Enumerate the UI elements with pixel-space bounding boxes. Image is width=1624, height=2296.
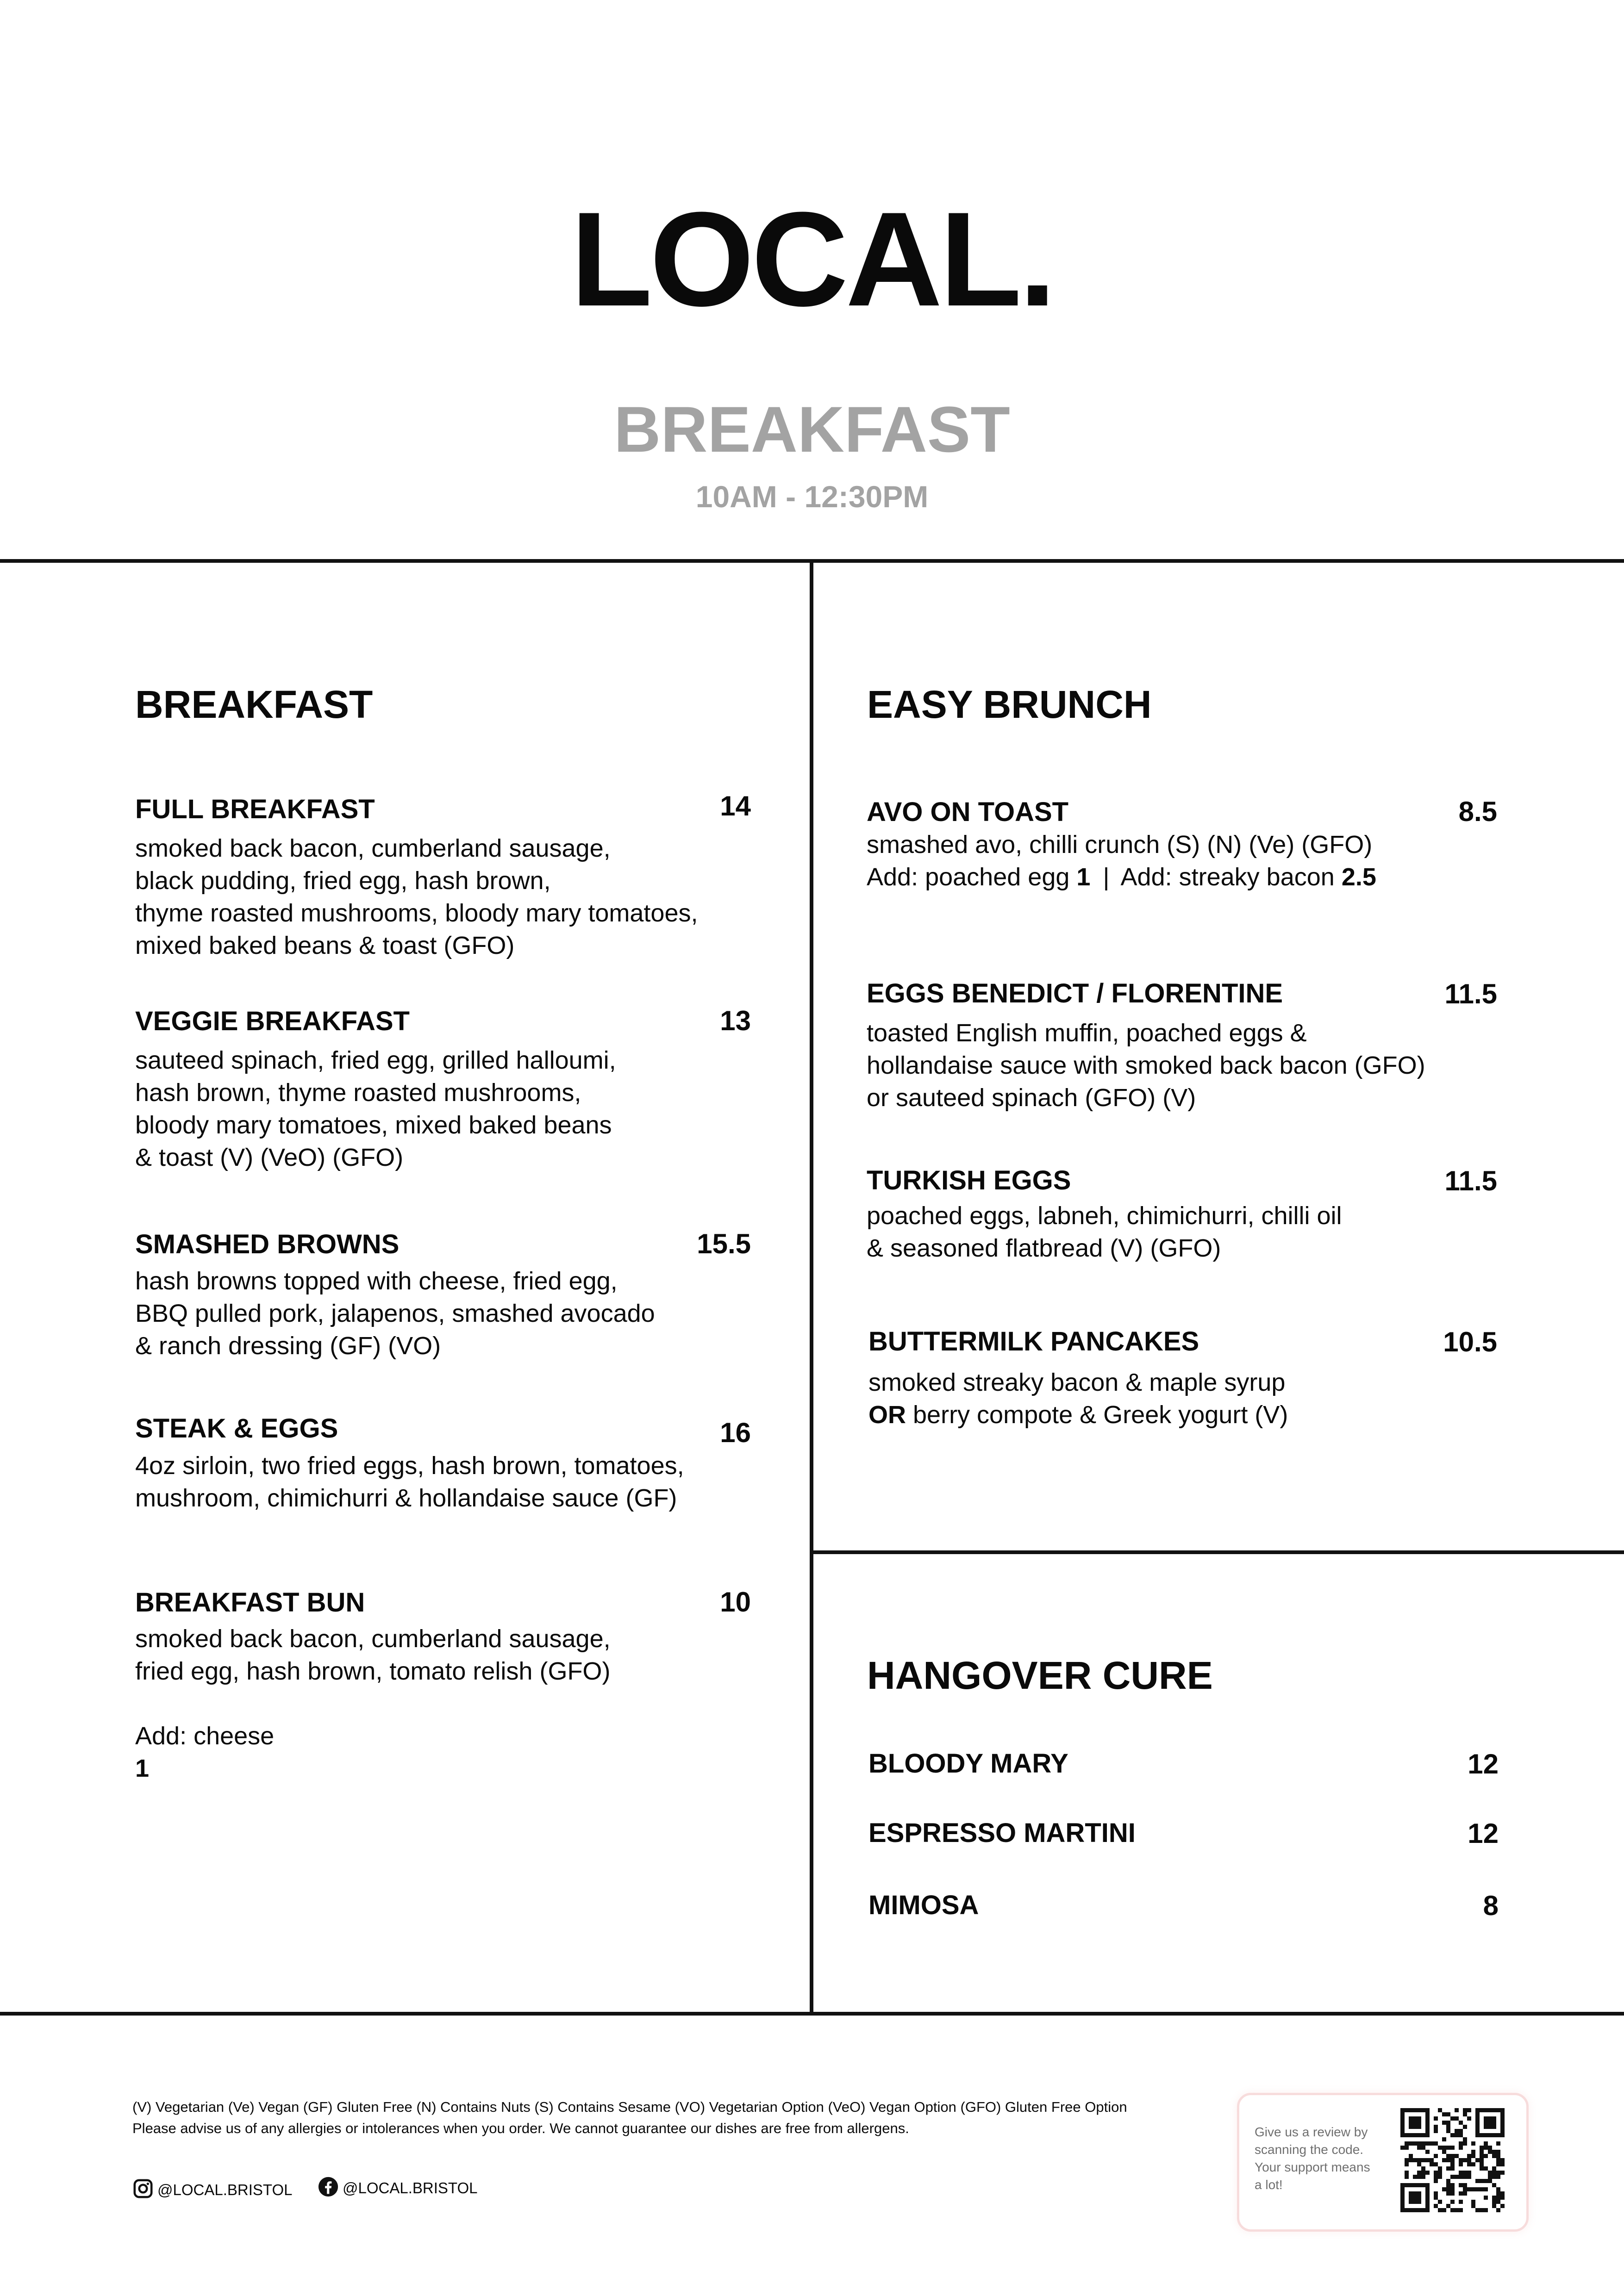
- item-price: 10: [720, 1587, 751, 1618]
- instagram-handle[interactable]: [132, 2178, 293, 2202]
- item-description: 4oz sirloin, two fried eggs, hash brown, tomatoes, mushroom, chimichurri & hollandaise sauce (GF): [135, 1452, 684, 1512]
- right-column-divider: [812, 1550, 1624, 1554]
- item-name: BREAKFAST BUN: [135, 1587, 365, 1618]
- item-name: EGGS BENEDICT / FLORENTINE: [867, 978, 1283, 1008]
- qr-code-icon[interactable]: [1400, 2108, 1505, 2212]
- item-price: 8: [1483, 1890, 1499, 1921]
- item-price: 13: [720, 1005, 751, 1036]
- item-price: 11.5: [1444, 1165, 1497, 1196]
- item-price: 12: [1468, 1748, 1499, 1780]
- instagram-label: @LOCAL.BRISTOL: [157, 2181, 293, 2198]
- bottom-divider: [0, 2012, 1624, 2016]
- item-price: 16: [720, 1417, 751, 1448]
- item-name: TURKISH EGGS: [867, 1165, 1071, 1195]
- item-price: 8.5: [1458, 796, 1497, 827]
- item-addons: [867, 861, 1376, 893]
- item-price: 12: [1468, 1818, 1499, 1849]
- dietary-legend: (V) Vegetarian (Ve) Vegan (GF) Gluten Free (N) Contains Nuts (S) Contains Sesame (VO) Vegetarian Option (VeO) Vegan Option (GFO) Gluten Free Option Please advise us of any allergies or intolerances when you order. We cannot guarantee our dishes are free from allergens.: [132, 2099, 1127, 2136]
- addon-label: Add: streaky bacon: [1120, 863, 1335, 891]
- item-description: smoked back bacon, cumberland sausage, black pudding, fried egg, hash brown, thyme roasted mushrooms, bloody mary tomatoes, mixed baked beans & toast (GFO): [135, 834, 698, 959]
- addon-price: 1: [1076, 863, 1091, 891]
- item-price: 15.5: [697, 1228, 751, 1259]
- item-description: smoked back bacon, cumberland sausage, fried egg, hash brown, tomato relish (GFO): [135, 1625, 611, 1685]
- addon-price: 2.5: [1341, 863, 1376, 891]
- breakfast-section-title: BREAKFAST: [135, 683, 373, 726]
- facebook-handle[interactable]: [318, 2176, 478, 2200]
- addon-label: Add: poached egg: [867, 863, 1070, 891]
- item-name: STEAK & EGGS: [135, 1413, 338, 1444]
- review-prompt: Give us a review by scanning the code. Your support means a lot!: [1255, 2125, 1370, 2192]
- item-price: 11.5: [1444, 978, 1497, 1009]
- service-hours: 10AM - 12:30PM: [695, 479, 929, 514]
- center-divider: [810, 561, 813, 2014]
- item-description: smoked streaky bacon & maple syrup: [868, 1369, 1286, 1396]
- hangover-section-title: HANGOVER CURE: [867, 1654, 1213, 1697]
- addon-price: 1: [135, 1755, 150, 1782]
- item-name: VEGGIE BREAKFAST: [135, 1006, 410, 1036]
- item-description: toasted English muffin, poached eggs & hollandaise sauce with smoked back bacon (GFO) or sauteed spinach (GFO) (V): [867, 1019, 1425, 1112]
- item-name: MIMOSA: [868, 1890, 979, 1920]
- item-name: BUTTERMILK PANCAKES: [868, 1326, 1199, 1356]
- item-description: sauteed spinach, fried egg, grilled halloumi, hash brown, thyme roasted mushrooms, bloody mary tomatoes, mixed baked beans & toast (V) (VeO) (GFO): [135, 1046, 616, 1171]
- item-description: [868, 1399, 1288, 1431]
- instagram-icon: [132, 2178, 154, 2202]
- item-price: 10.5: [1443, 1326, 1497, 1357]
- addon-label: Add: cheese: [135, 1722, 275, 1750]
- item-name: SMASHED BROWNS: [135, 1229, 400, 1259]
- item-price: 14: [720, 790, 751, 821]
- item-name: BLOODY MARY: [868, 1748, 1068, 1779]
- alt-description: berry compote & Greek yogurt (V): [913, 1401, 1288, 1429]
- item-description: smashed avo, chilli crunch (S) (N) (Ve) (GFO): [867, 831, 1373, 859]
- item-name: ESPRESSO MARTINI: [868, 1818, 1136, 1848]
- or-word: OR: [868, 1401, 906, 1429]
- addon-separator: |: [1103, 863, 1110, 891]
- easy-brunch-section-title: EASY BRUNCH: [867, 683, 1152, 726]
- facebook-icon: [318, 2176, 339, 2200]
- brand-logo: LOCAL.: [570, 184, 1054, 334]
- menu-title: BREAKFAST: [614, 393, 1010, 466]
- item-description: hash browns topped with cheese, fried egg, BBQ pulled pork, jalapenos, smashed avocado & ranch dressing (GF) (VO): [135, 1267, 655, 1360]
- facebook-label: @LOCAL.BRISTOL: [343, 2179, 478, 2196]
- item-description: poached eggs, labneh, chimichurri, chilli oil & seasoned flatbread (V) (GFO): [867, 1202, 1342, 1262]
- item-addon: [135, 1687, 274, 1785]
- item-name: FULL BREAKFAST: [135, 794, 375, 824]
- item-name: AVO ON TOAST: [867, 797, 1069, 827]
